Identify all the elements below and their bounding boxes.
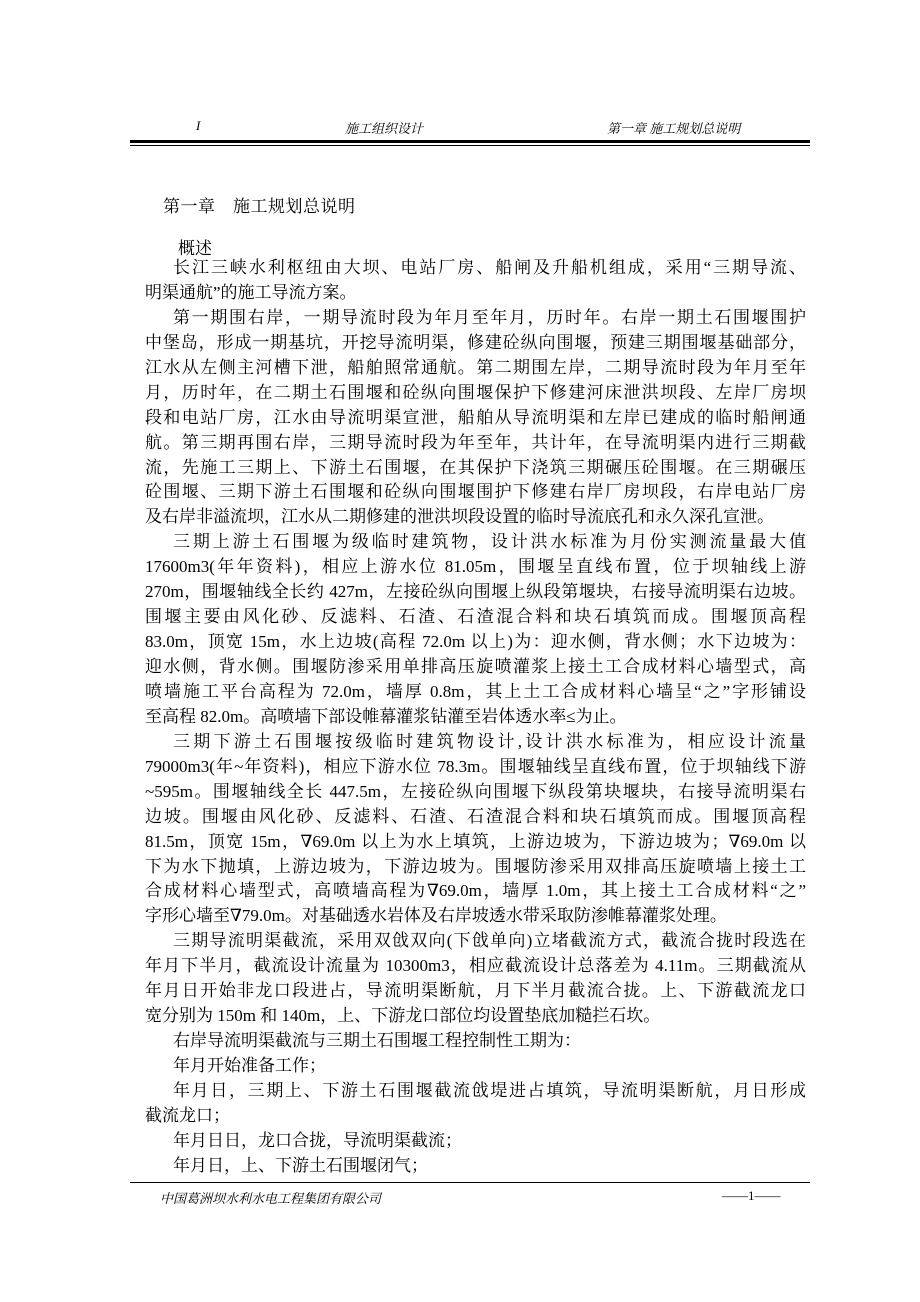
paragraph — [145, 256, 806, 306]
paragraph-line: 270m，围堰轴线全长约 427m，左接砼纵向围堰上纵段第堰块，右接导流明渠右边坡。 — [145, 582, 806, 602]
document-body — [145, 256, 806, 1179]
paragraph — [145, 1154, 806, 1179]
paragraph-line: 三期导流明渠截流，采用双戗双向(下戗单向)立堵截流方式，截流合拢时段选在 — [173, 931, 806, 951]
chapter-title: 第一章 施工规划总说明 — [163, 197, 356, 216]
footer-company: 中国葛洲坝水利水电工程集团有限公司 — [160, 1191, 382, 1206]
paragraph-line: 年月下半月，截流设计流量为 10300m3，相应截流设计总落差为 4.11m。三期截流从 — [145, 956, 806, 976]
paragraph-line: 及右岸非溢流坝，江水从二期修建的泄洪坝段设置的临时导流底孔和永久深孔宣泄。 — [145, 507, 774, 527]
paragraph-line: 第一期围右岸，一期导流时段为年月至年月，历时年。右岸一期土石围堰围护 — [173, 307, 806, 327]
paragraph-line: 至高程 82.0m。高喷墙下部设帷幕灌浆钻灌至岩体透水率≤为止。 — [145, 706, 627, 726]
paragraph-line: 年月日日，龙口合拢，导流明渠截流； — [173, 1130, 462, 1150]
paragraph-line: 截流龙口； — [145, 1105, 230, 1125]
paragraph — [145, 530, 806, 730]
paragraph — [145, 1054, 806, 1079]
paragraph-line: 月，历时年，在二期土石围堰和砼纵向围堰保护下修建河床泄洪坝段、左岸厂房坝 — [145, 382, 806, 402]
paragraph-line: 江水从左侧主河槽下泄，船舶照常通航。第二期围左岸，二期导流时段为年月至年 — [145, 357, 806, 377]
section-heading: 概述 — [178, 239, 212, 258]
paragraph-line: 字形心墙至∇79.0m。对基础透水岩体及右岸坡透水带采取防渗帷幕灌浆处理。 — [145, 906, 727, 926]
paragraph-line: 右岸导流明渠截流与三期土石围堰工程控制性工期为： — [173, 1031, 581, 1051]
paragraph-line: 围堰主要由风化砂、反滤料、石渣、石渣混合料和块石填筑而成。围堰顶高程 — [145, 607, 806, 627]
paragraph-line: 83.0m，顶宽 15m，水上边坡(高程 72.0m 以上)为：迎水侧，背水侧；水下边坡为： — [145, 632, 806, 652]
paragraph-line: 砼围堰、三期下游土石围堰和砼纵向围堰围护下修建右岸厂房坝段，右岸电站厂房 — [145, 482, 806, 502]
header-rule-thin — [130, 145, 810, 146]
header-chapter: 第一章 施工规划总说明 — [607, 121, 741, 136]
paragraph — [145, 1079, 806, 1129]
paragraph-line: 迎水侧，背水侧。围堰防渗采用单排高压旋喷灌浆上接土工合成材料心墙型式，高 — [145, 657, 806, 676]
paragraph-line: 航。第三期再围右岸，三期导流时段为年至年，共计年，在导流明渠内进行三期截 — [145, 432, 806, 452]
header-rule — [130, 140, 810, 143]
footer-rule — [130, 1182, 810, 1183]
paragraph — [145, 929, 806, 1029]
paragraph-line: 喷墙施工平台高程为 72.0m，墙厚 0.8m，其上土工合成材料心墙呈“之”字形铺设 — [145, 681, 806, 701]
header-page-roman: I — [196, 118, 201, 133]
paragraph-line: 17600m3(年年资料)，相应上游水位 81.05m，围堰呈直线布置，位于坝轴线上游 — [145, 557, 806, 577]
paragraph — [145, 1029, 806, 1054]
paragraph-line: 宽分别为 150m 和 140m，上、下游龙口部位均设置垫底加糙拦石坎。 — [145, 1006, 661, 1026]
footer-page-number: ——1—— — [722, 1188, 781, 1203]
paragraph — [145, 1129, 806, 1154]
paragraph-line: 合成材料心墙型式，高喷墙高程为∇69.0m，墙厚 1.0m，其上接土工合成材料“之” — [145, 881, 806, 901]
paragraph-line: 年月日，三期上、下游土石围堰截流戗堤进占填筑，导流明渠断航，月日形成 — [173, 1080, 806, 1100]
paragraph-line: 下为水下抛填，上游边坡为，下游边坡为。围堰防渗采用双排高压旋喷墙上接土工 — [145, 856, 806, 876]
paragraph — [145, 306, 806, 530]
paragraph-line: 长江三峡水利枢纽由大坝、电站厂房、船闸及升船机组成，采用“三期导流、 — [173, 258, 806, 277]
paragraph — [145, 730, 806, 930]
paragraph-line: 中堡岛，形成一期基坑，开挖导流明渠，修建砼纵向围堰，预建三期围堰基础部分， — [145, 332, 806, 352]
paragraph-line: 三期上游土石围堰为级临时建筑物，设计洪水标准为月份实测流量最大值 — [173, 532, 806, 552]
paragraph-line: 79000m3(年~年资料)，相应下游水位 78.3m。围堰轴线呈直线布置，位于坝轴线下游 — [145, 756, 806, 776]
header-book-title: 施工组织设计 — [345, 121, 424, 136]
paragraph-line: 年月开始准备工作； — [173, 1056, 326, 1075]
paragraph-line: 年月日开始非龙口段进占，导流明渠断航，月下半月截流合拢。上、下游截流龙口 — [145, 981, 806, 1001]
paragraph-line: 明渠通航”的施工导流方案。 — [145, 282, 357, 302]
paragraph-line: 流，先施工三期上、下游土石围堰，在其保护下浇筑三期碾压砼围堰。在三期碾压 — [145, 457, 806, 477]
paragraph-line: ~595m。围堰轴线全长 447.5m，左接砼纵向围堰下纵段第块堰块，右接导流明渠右 — [145, 781, 806, 801]
paragraph-line: 三期下游土石围堰按级临时建筑物设计,设计洪水标准为，相应设计流量 — [173, 731, 806, 751]
paragraph-line: 边坡。围堰由风化砂、反滤料、石渣、石渣混合料和块石填筑而成。围堰顶高程 — [145, 806, 806, 826]
paragraph-line: 年月日，上、下游土石围堰闭气； — [173, 1155, 428, 1175]
paragraph-line: 81.5m，顶宽 15m，∇69.0m 以上为水上填筑，上游边坡为，下游边坡为；∇69.0m 以 — [145, 831, 806, 851]
paragraph-line: 段和电站厂房，江水由导流明渠宣泄，船舶从导流明渠和左岸已建成的临时船闸通 — [145, 407, 806, 427]
